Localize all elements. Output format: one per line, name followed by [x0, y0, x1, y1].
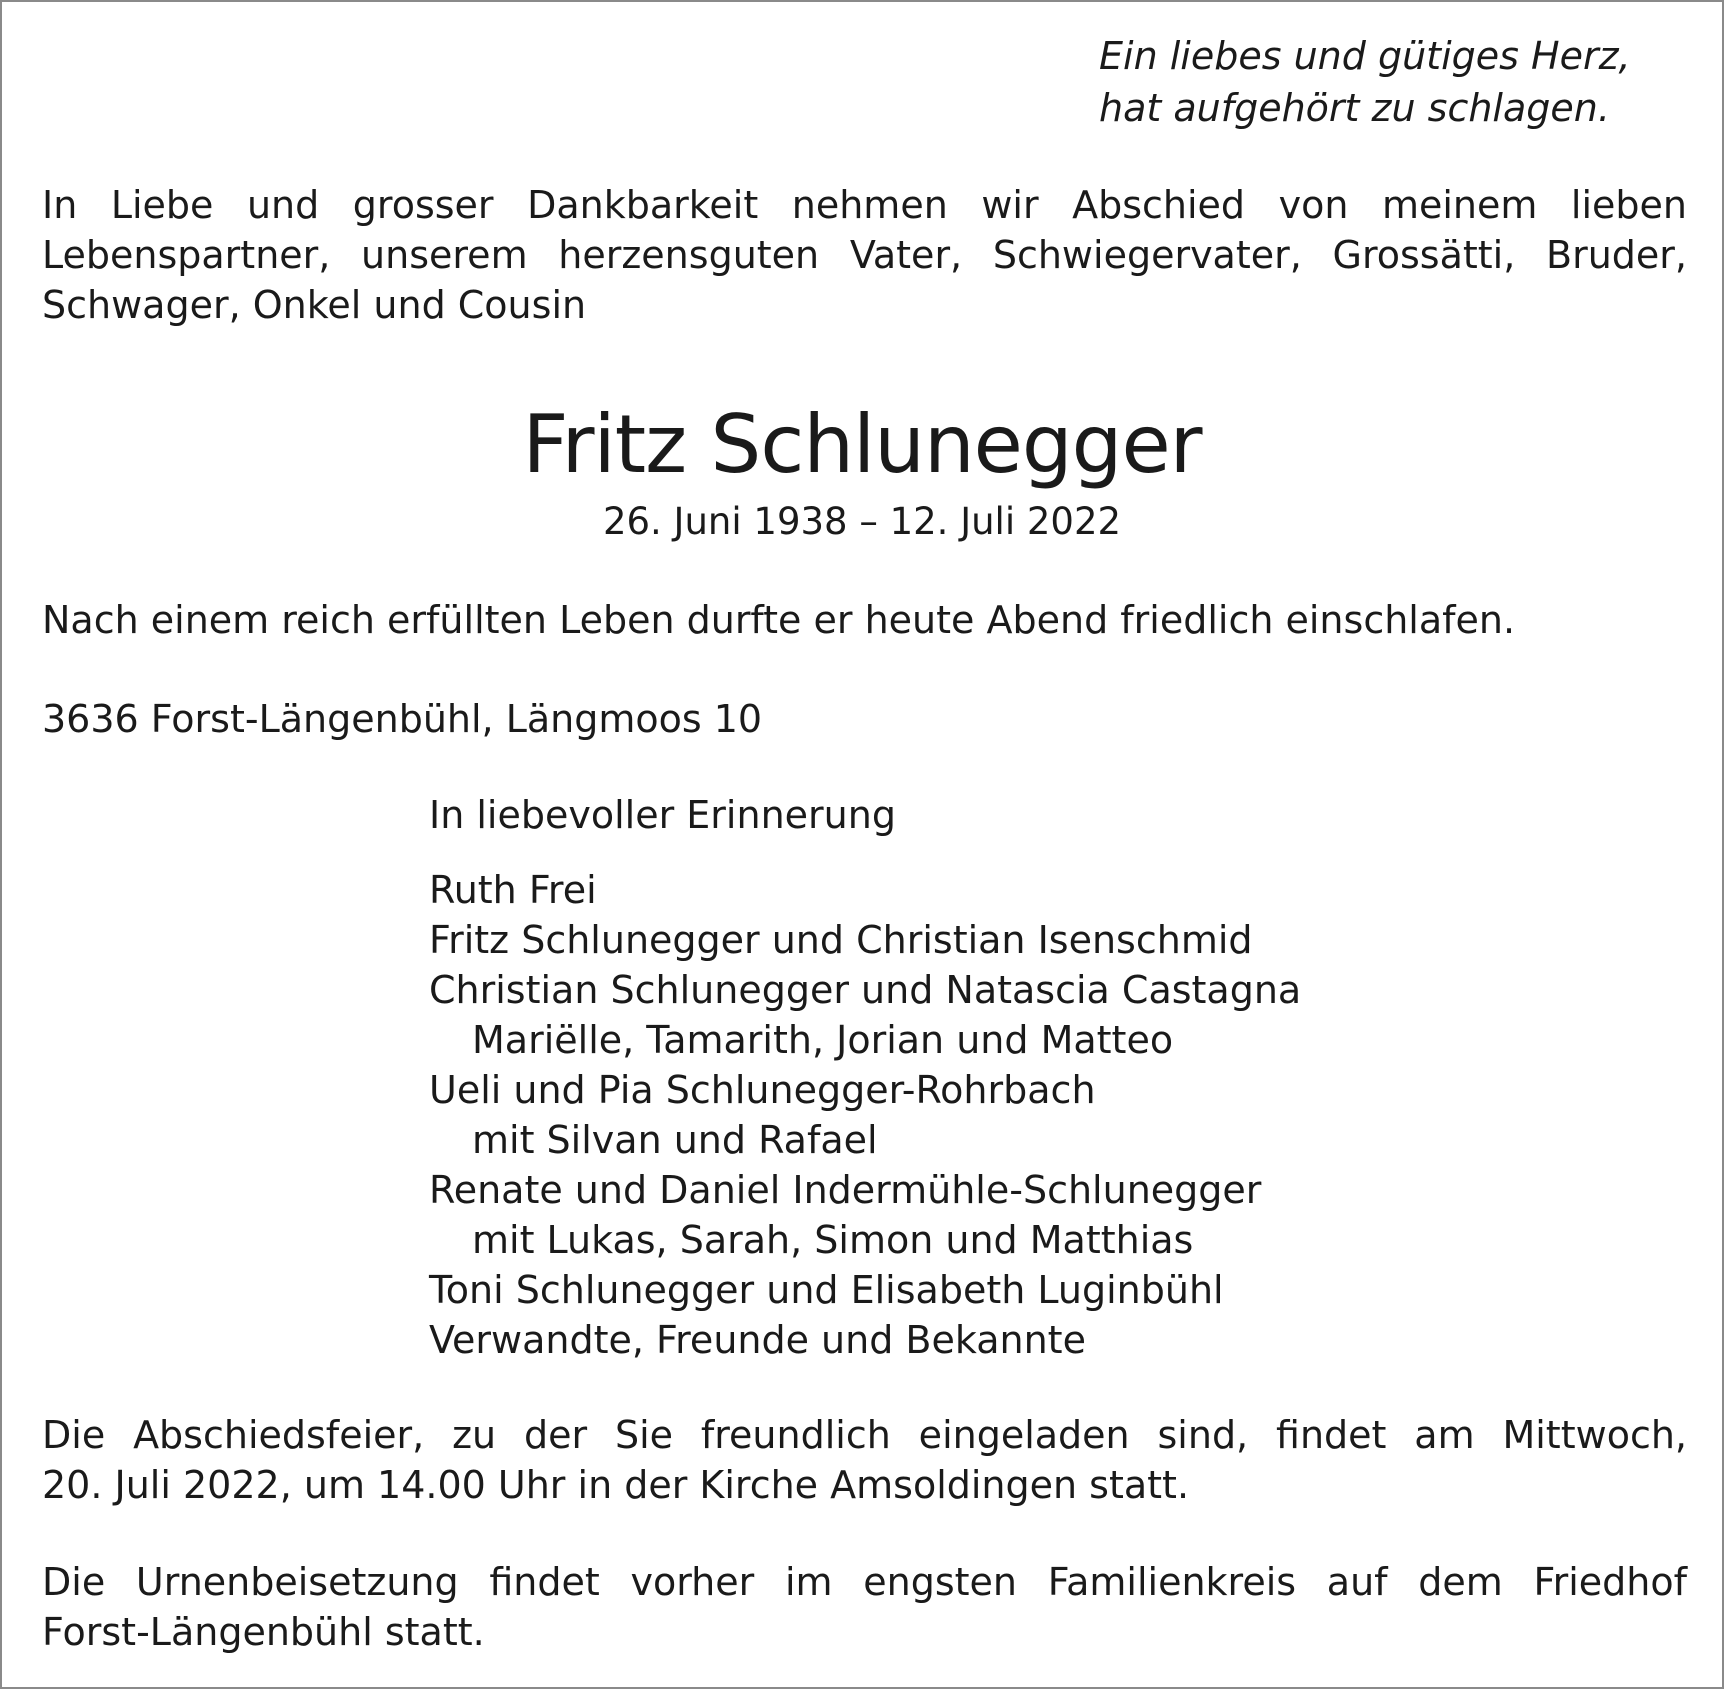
mourners-list [429, 865, 1429, 1365]
mourner-line: Toni Schlunegger und Elisabeth Luginbühl [429, 1268, 1224, 1312]
intro-line: In Liebe und grosser Dankbarkeit nehmen wir Abschied von meinem lieben [42, 183, 1687, 227]
intro-line: Lebenspartner, unserem herzensguten Vater, Schwiegervater, Grossätti, Bruder, [42, 233, 1687, 277]
ceremony-line: Die Abschiedsfeier, zu der Sie freundlich eingeladen sind, findet am Mittwoch, [42, 1413, 1687, 1457]
mourner-line: Ruth Frei [429, 868, 597, 912]
mourner-line: Verwandte, Freunde und Bekannte [429, 1318, 1086, 1362]
remembrance-heading: In liebevoller Erinnerung [429, 793, 896, 837]
burial-line: Die Urnenbeisetzung findet vorher im engsten Familienkreis auf dem Friedhof [42, 1560, 1687, 1604]
motto-line: hat aufgehört zu schlagen. [1099, 86, 1610, 130]
family-address: 3636 Forst-Längenbühl, Längmoos 10 [42, 697, 763, 741]
mourner-line: Christian Schlunegger und Natascia Castagna [429, 968, 1302, 1012]
mourner-line: Ueli und Pia Schlunegger-Rohrbach [429, 1068, 1096, 1112]
deceased-name: Fritz Schlunegger [522, 398, 1202, 491]
passing-statement: Nach einem reich erfüllten Leben durfte er heute Abend friedlich einschlafen. [42, 598, 1516, 642]
life-dates: 26. Juni 1938 – 12. Juli 2022 [602, 500, 1122, 543]
ceremony-paragraph [42, 1410, 1687, 1510]
mourner-line: Renate und Daniel Indermühle-Schlunegger [429, 1168, 1262, 1212]
motto-line: Ein liebes und gütiges Herz, [1099, 34, 1631, 78]
mourner-line: Fritz Schlunegger und Christian Isenschmid [429, 918, 1253, 962]
ceremony-line: 20. Juli 2022, um 14.00 Uhr in der Kirche Amsoldingen statt. [42, 1463, 1190, 1507]
mourner-children-line: mit Lukas, Sarah, Simon und Matthias [472, 1218, 1194, 1262]
burial-line: Forst-Längenbühl statt. [42, 1610, 485, 1654]
intro-line: Schwager, Onkel und Cousin [42, 283, 587, 327]
motto-verse [1099, 30, 1699, 134]
mourner-children-line: mit Silvan und Rafael [472, 1118, 878, 1162]
burial-paragraph [42, 1557, 1687, 1657]
intro-paragraph [42, 180, 1687, 330]
mourner-children-line: Mariëlle, Tamarith, Jorian und Matteo [472, 1018, 1174, 1062]
